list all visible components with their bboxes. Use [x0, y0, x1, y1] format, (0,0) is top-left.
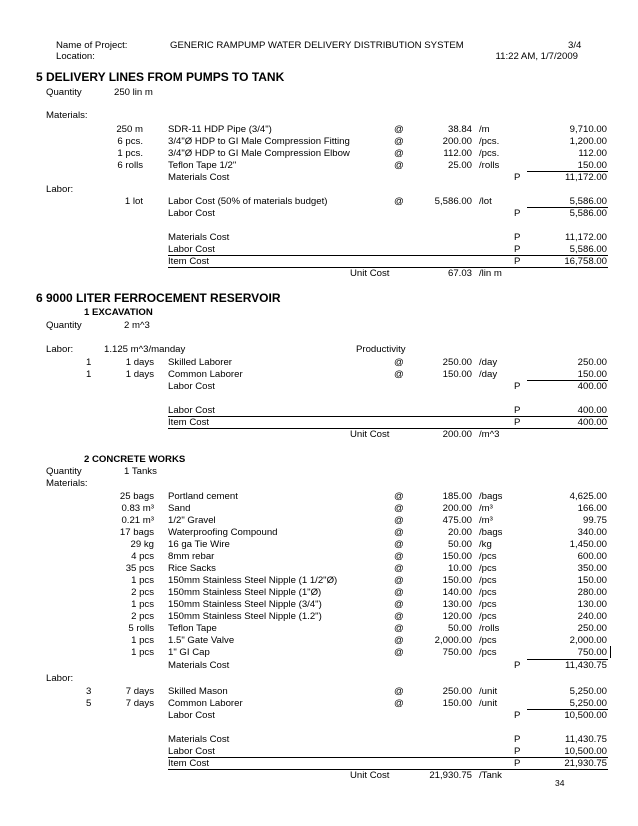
s6-sub2-labor-label: Labor:	[46, 673, 74, 684]
s6-sub1-unit-cost-label: Unit Cost	[350, 429, 390, 440]
s6-sub2-unit-cost-label: Unit Cost	[350, 770, 390, 781]
section-6-title: 6 9000 LITER FERROCEMENT RESERVOIR	[36, 291, 281, 305]
s6-sub2-quantity-value: 1 Tanks	[124, 466, 157, 477]
s6-sub1-rate: 1.125 m^3/manday	[104, 344, 186, 355]
s6-sub1-quantity-value: 2 m^3	[124, 320, 150, 331]
s5-unit-cost-unit: /lin m	[479, 268, 502, 279]
s6-sub2-labor-cost: 10,500.00	[564, 710, 607, 721]
s5-unit-cost: 67.03	[447, 268, 472, 279]
s6-sub1-quantity-label: Quantity	[46, 320, 82, 331]
s6-sub2-materials-cost-label: Materials Cost	[168, 660, 230, 671]
s5-materials-cost-p: P	[514, 172, 521, 183]
s6-sub2-quantity-label: Quantity	[46, 466, 82, 477]
report-datetime: 11:22 AM, 1/7/2009	[495, 51, 578, 62]
project-name: GENERIC RAMPUMP WATER DELIVERY DISTRIBUTION SYSTEM	[170, 40, 464, 51]
s5-materials-label: Materials:	[46, 110, 88, 121]
s6-sub2-unit-cost-unit: /Tank	[479, 770, 502, 781]
cell-edge-marker	[610, 646, 611, 658]
s5-quantity-value: 250 lin m	[114, 87, 153, 98]
s6-sub2-materials-cost-p: P	[514, 660, 521, 671]
total-rule	[168, 255, 608, 256]
s5-labor-label: Labor:	[46, 184, 74, 195]
s6-sub1-title: 1 EXCAVATION	[84, 307, 153, 318]
s6-sub1-labor-cost-label: Labor Cost	[168, 381, 215, 392]
total-rule	[168, 416, 608, 417]
location-label: Location:	[56, 51, 95, 62]
s6-sub2-unit-cost: 21,930.75	[429, 770, 472, 781]
s6-sub1-labor-cost: 400.00	[577, 381, 607, 392]
s6-sub2-materials-cost: 11,430.75	[565, 660, 607, 671]
s5-labor-cost-p: P	[514, 208, 521, 219]
s6-sub2-labor-cost-label: Labor Cost	[168, 710, 215, 721]
section-5-title: 5 DELIVERY LINES FROM PUMPS TO TANK	[36, 70, 285, 84]
s6-sub1-unit-cost: 200.00	[442, 429, 472, 440]
s5-labor-cost-label: Labor Cost	[168, 208, 215, 219]
s6-sub1-labor-cost-p: P	[514, 381, 521, 392]
s5-materials-cost: 11,172.00	[565, 172, 607, 183]
s5-labor-cost: 5,586.00	[569, 208, 607, 219]
s5-quantity-label: Quantity	[46, 87, 82, 98]
s5-materials-cost-label: Materials Cost	[168, 172, 230, 183]
project-label: Name of Project:	[56, 40, 128, 51]
total-rule	[168, 757, 608, 758]
s6-sub2-title: 2 CONCRETE WORKS	[84, 454, 186, 465]
s6-sub2-labor-cost-p: P	[514, 710, 521, 721]
page-fraction: 3/4	[568, 40, 582, 51]
productivity-label: Productivity	[356, 344, 406, 355]
s6-sub1-labor-label: Labor:	[46, 344, 74, 355]
page-number: 34	[555, 778, 565, 788]
s6-sub2-materials-label: Materials:	[46, 478, 88, 489]
s5-unit-cost-label: Unit Cost	[350, 268, 390, 279]
s6-sub1-unit-cost-unit: /m^3	[479, 429, 500, 440]
